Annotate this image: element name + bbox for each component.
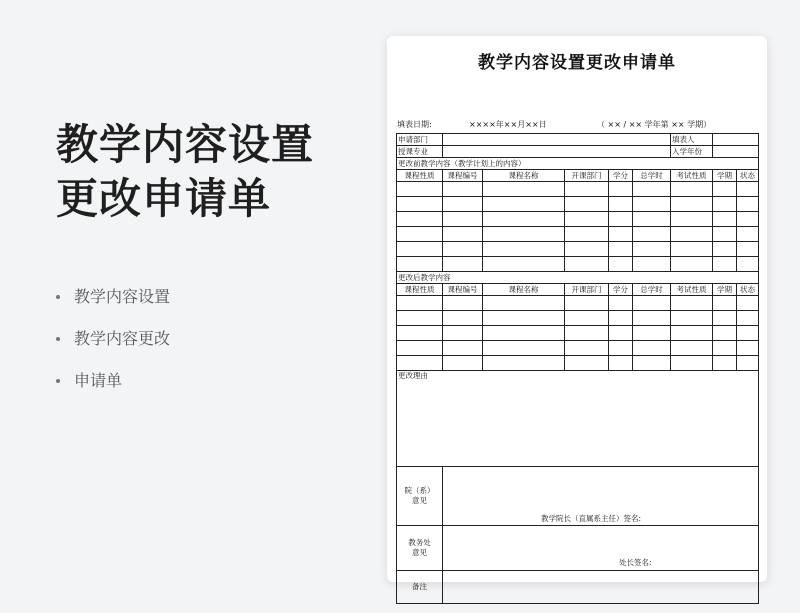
after-columns-row	[397, 284, 759, 296]
after-section-header: 更改后教学内容	[397, 272, 759, 284]
column-header: 课程编号	[443, 170, 483, 182]
table-row	[397, 182, 759, 197]
reason-cell	[397, 371, 759, 467]
table-row	[397, 326, 759, 341]
remark-label: 备注	[397, 571, 443, 604]
date-label: 填表日期:	[397, 120, 432, 129]
term-text: （ ×× / ×× 学年第 ×× 学期）	[597, 120, 712, 129]
dept-value	[443, 134, 671, 146]
table-row	[397, 296, 759, 311]
table-row	[397, 257, 759, 272]
application-form-table	[396, 133, 759, 604]
year-label: 入学年份	[671, 146, 713, 158]
column-header: 课程编号	[443, 284, 483, 296]
document-preview	[387, 36, 767, 591]
office-label-line-2: 意见	[412, 548, 427, 557]
column-header: 课程性质	[397, 284, 443, 296]
column-header: 总学时	[633, 170, 671, 182]
office-label-line-1: 教务处	[408, 538, 431, 547]
column-header: 考试性质	[671, 284, 713, 296]
page-title-line-1: 教学内容设置	[56, 120, 315, 169]
column-header: 学分	[609, 170, 633, 182]
college-opinion-label	[397, 467, 443, 526]
table-row	[397, 212, 759, 227]
column-header: 考试性质	[671, 170, 713, 182]
column-header: 状态	[737, 284, 759, 296]
office-opinion-cell	[443, 526, 759, 571]
column-header: 学期	[713, 284, 737, 296]
keyword-item: 教学内容更改	[56, 318, 376, 360]
form-meta-row	[397, 119, 757, 131]
reason-label: 更改理由	[398, 371, 428, 380]
column-header: 开课部门	[565, 170, 609, 182]
table-row	[397, 242, 759, 257]
major-label: 授课专业	[397, 146, 443, 158]
document-title: 教学内容设置更改申请单	[478, 53, 676, 73]
table-row	[397, 197, 759, 212]
page-title	[56, 118, 376, 226]
remark-cell	[443, 571, 759, 604]
college-opinion-cell	[443, 467, 759, 526]
before-columns-row	[397, 170, 759, 182]
major-value	[443, 146, 671, 158]
keyword-item: 教学内容设置	[56, 276, 376, 318]
year-value	[713, 146, 759, 158]
before-section-header: 更改前教学内容（教学计划上的内容）	[397, 158, 759, 170]
keyword-item: 申请单	[56, 360, 376, 402]
dept-label: 申请部门	[397, 134, 443, 146]
date-value: ××××年××月××日	[469, 120, 547, 129]
table-row	[397, 341, 759, 356]
column-header: 开课部门	[565, 284, 609, 296]
college-signature-label: 教学院长（直属系主任）签名:	[541, 514, 642, 523]
column-header: 课程名称	[483, 284, 565, 296]
column-header: 学期	[713, 170, 737, 182]
column-header: 学分	[609, 284, 633, 296]
office-signature-label: 处长签名:	[619, 558, 652, 567]
column-header: 总学时	[633, 284, 671, 296]
table-row	[397, 311, 759, 326]
page-title-line-2: 更改申请单	[56, 174, 272, 223]
column-header: 课程性质	[397, 170, 443, 182]
keyword-list	[56, 276, 376, 402]
filler-value	[713, 134, 759, 146]
column-header: 状态	[737, 170, 759, 182]
filler-label: 填表人	[671, 134, 713, 146]
office-opinion-label	[397, 526, 443, 571]
table-row	[397, 227, 759, 242]
college-label-line-1: 院（系）	[404, 486, 435, 495]
table-row	[397, 356, 759, 371]
college-label-line-2: 意见	[412, 496, 427, 505]
left-panel	[56, 118, 376, 418]
column-header: 课程名称	[483, 170, 565, 182]
